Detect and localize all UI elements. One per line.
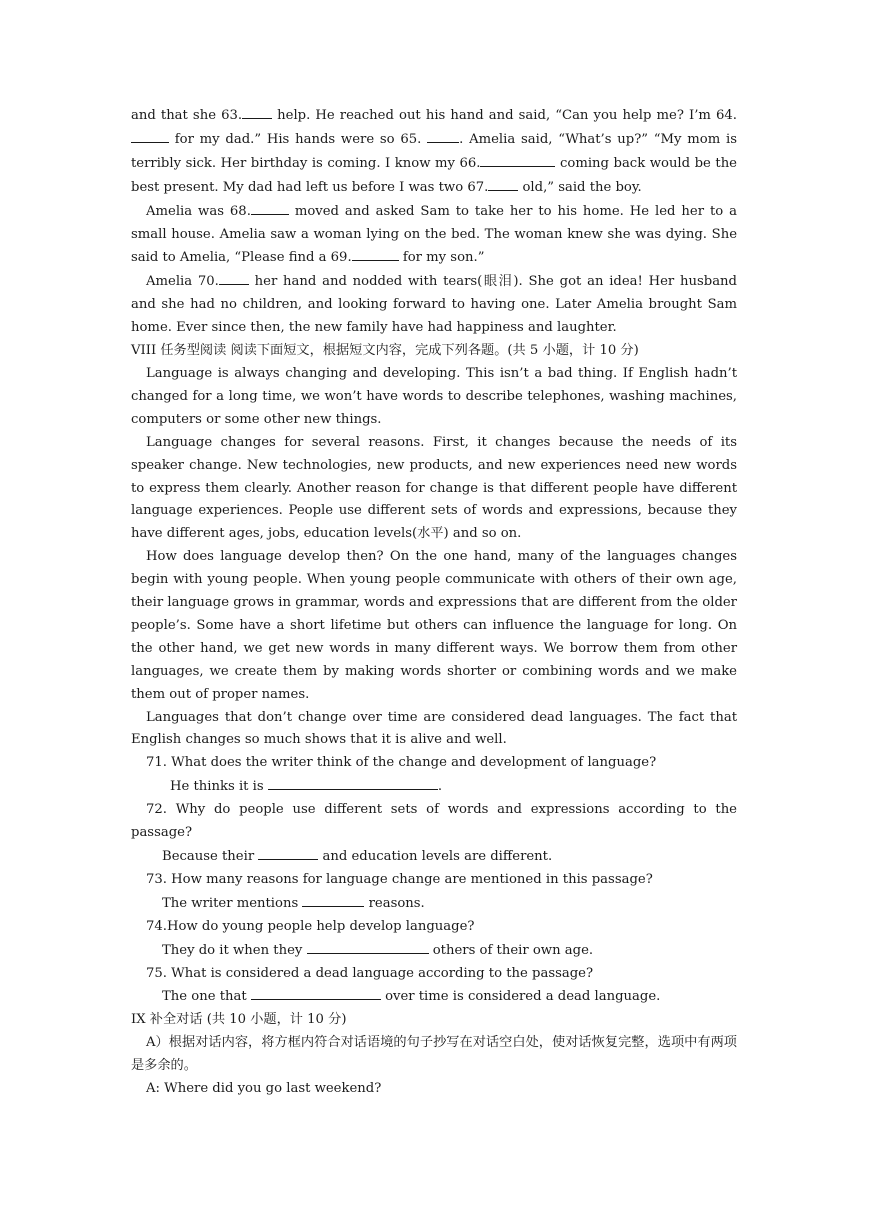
story-paragraph-3: [131, 270, 737, 340]
text-run: Amelia was 68.: [146, 203, 251, 219]
story-paragraph-1: [131, 104, 737, 200]
blank-63: [242, 104, 272, 119]
question-74: 74.How do young people help develop language?: [146, 918, 475, 934]
text-run: for my dad.” His hands were so 65.: [169, 131, 428, 147]
text-run: her hand and nodded with tears(眼泪). She got an idea! Her husband and she had no children, and looking forward to having one. Later Amelia brought Sam home. Ever since then, the new family have had happiness and laughter.: [131, 274, 737, 336]
answer-prefix: Because their: [162, 849, 259, 864]
answer-74: [131, 939, 737, 963]
text-run: coming back would be the best present. My dad had left us before I was two 67.: [131, 155, 737, 195]
answer-75: [131, 985, 737, 1009]
worksheet-page: [131, 104, 737, 1101]
blank-65: [427, 128, 459, 143]
text-run: Amelia 70.: [146, 274, 219, 290]
question-71: 71. What does the writer think of the change and development of language?: [146, 755, 657, 771]
answer-prefix: He thinks it is: [170, 779, 268, 795]
section-9-heading: IX 补全对话 (共 10 小题，计 10 分): [131, 1012, 347, 1028]
blank-67: [488, 176, 518, 191]
text-run: and that she 63.: [131, 108, 243, 123]
question-72: 72. Why do people use different sets of words and expressions according to the passage?: [131, 802, 737, 841]
section-9-instruction: A）根据对话内容，将方框内符合对话语境的句子抄写在对话空白处，使对话恢复完整，选项中有两项是多余的。: [131, 1035, 737, 1074]
text-run: old,” said the boy.: [518, 179, 642, 195]
answer-suffix: reasons.: [364, 895, 425, 911]
passage-paragraph-4: Languages that don’t change over time are considered dead languages. The fact that English changes so much shows that it is alive and well.: [131, 709, 737, 748]
passage-paragraph-3: How does language develop then? On the one hand, many of the languages changes begin with young people. When young people communicate with others of their own age, their language grows in grammar, words and expressions that are different from the older people’s. Some have a short lifetime but others can influence the language for long. On the other hand, we get new words in many different ways. We borrow them from other languages, we create them by making words shorter or combining words and we make them out of proper names.: [131, 549, 737, 702]
answer-blank-71[interactable]: [268, 775, 438, 790]
answer-blank-73[interactable]: [302, 892, 364, 907]
section-8-heading: VIII 任务型阅读 阅读下面短文，根据短文内容，完成下列各题。(共 5 小题，计 10 分): [131, 343, 639, 359]
answer-blank-72[interactable]: [258, 845, 318, 860]
answer-prefix: The writer mentions: [162, 895, 303, 911]
passage-paragraph-2: Language changes for several reasons. First, it changes because the needs of its speaker change. New technologies, new products, and new experiences need new words to express them clearly. Another reason for change is that different people have different language experiences. People use different sets of words and expressions, because they have different ages, jobs, education levels(水平) and so on.: [131, 434, 737, 542]
answer-blank-75[interactable]: [251, 985, 381, 1000]
blank-69: [352, 246, 399, 261]
answer-suffix: others of their own age.: [428, 942, 594, 958]
blank-64: [131, 128, 169, 143]
text-run: moved and asked Sam to take her to his home. He led her to a small house. Amelia saw a woman lying on the bed. The woman knew she was dying. She said to Amelia, “Please find a 69.: [131, 203, 737, 266]
blank-68: [251, 200, 289, 215]
text-run: help. He reached out his hand and said, “Can you help me? I’m 64.: [272, 108, 737, 123]
answer-suffix: and education levels are different.: [318, 849, 553, 864]
blank-70: [219, 270, 249, 285]
answer-prefix: The one that: [162, 989, 251, 1005]
answer-suffix: .: [437, 779, 443, 795]
answer-73: [131, 892, 737, 916]
answer-72: [131, 845, 737, 869]
answer-blank-74[interactable]: [307, 939, 429, 954]
story-paragraph-2: [131, 200, 737, 271]
blank-66: [480, 152, 555, 167]
answer-71: [131, 775, 737, 799]
answer-suffix: over time is considered a dead language.: [380, 989, 661, 1005]
passage-paragraph-1: Language is always changing and developing. This isn’t a bad thing. If English hadn’t changed for a long time, we won’t have words to describe telephones, washing machines, computers or some other new things.: [131, 365, 737, 427]
dialogue-line-1: A: Where did you go last weekend?: [146, 1081, 382, 1097]
text-run: for my son.”: [398, 250, 485, 266]
question-75: 75. What is considered a dead language according to the passage?: [146, 965, 594, 981]
text-run: . Amelia said, “What’s up?” “My mom is terribly sick. Her birthday is coming. I know my 66.: [131, 131, 737, 171]
answer-prefix: They do it when they: [162, 942, 307, 958]
question-73: 73. How many reasons for language change are mentioned in this passage?: [146, 871, 653, 887]
